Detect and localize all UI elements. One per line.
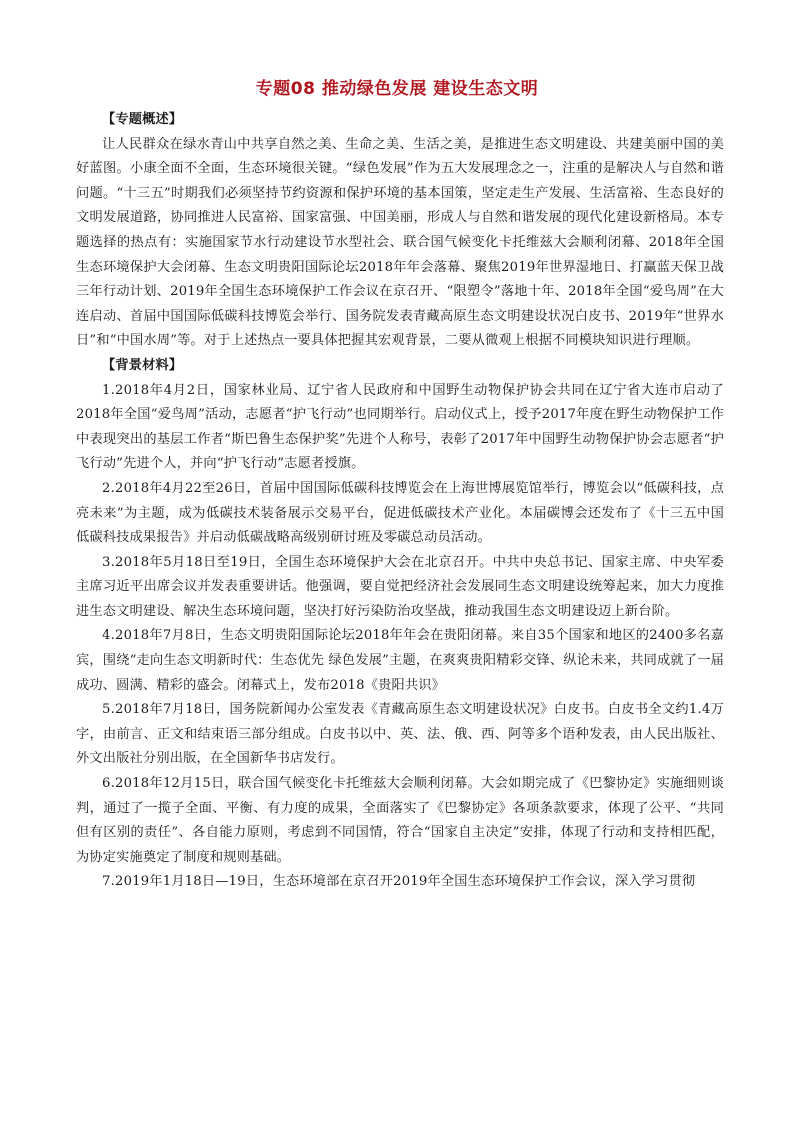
document-body (76, 108, 724, 895)
background-item-2: 2.2018年4月22至26日，首届中国国际低碳科技博览会在上海世博展览馆举行，博览会以“低碳科技，点亮未来”为主题，成为低碳技术装备展示交易平台，促进低碳技术产业化。本届碳博会还发布了《十三五中国低碳科技成果报告》并启动低碳战略高级别研讨班及零碳总动员活动。 (76, 480, 724, 546)
page-title: 专题08 推动绿色发展 建设生态文明 (255, 79, 539, 99)
background-item-7: 7.2019年1月18日—19日，生态环境部在京召开2019年全国生态环境保护工作会议，深入学习贯彻 (102, 874, 696, 890)
background-item-3: 3.2018年5月18日至19日，全国生态环境保护大会在北京召开。中共中央总书记、国家主席、中央军委主席习近平出席会议并发表重要讲话。他强调，要自觉把经济社会发展同生态文明建设统筹起来，加大力度推进生态文明建设、解决生态环境问题，坚决打好污染防治攻坚战，推动我国生态文明建设迈上新台阶。 (76, 554, 724, 619)
overview-heading: 【专题概述】 (102, 112, 183, 127)
background-item-4: 4.2018年7月8日，生态文明贵阳国际论坛2018年年会在贵阳闭幕。来自35个国家和地区的2400多名嘉宾，围绕“走向生态文明新时代：生态优先 绿色发展”主题，在爽爽贵阳精彩交锋、纵论未来，共同成就了一届成功、圆满、精彩的盛会。闭幕式上，发布2018《贵阳共识》 (76, 628, 724, 693)
background-heading: 【背景材料】 (102, 357, 183, 373)
background-item-1: 1.2018年4月2日，国家林业局、辽宁省人民政府和中国野生动物保护协会共同在辽宁省大连市启动了2018年全国“爱鸟周”活动，志愿者“护飞行动”也同期举行。启动仪式上，授予2017年度在野生动物保护工作中表现突出的基层工作者“斯巴鲁生态保护奖”先进个人称号，表彰了2017年中国野生动物保护协会志愿者“护飞行动”先进个人，并向“护飞行动”志愿者授旗。 (76, 382, 724, 472)
background-item-5: 5.2018年7月18日，国务院新闻办公室发表《青藏高原生态文明建设状况》白皮书。白皮书全文约1.4万字，由前言、正文和结束语三部分组成。白皮书以中、英、法、俄、西、阿等多个语种发表，由人民出版社、外文出版社分别出版，在全国新华书店发行。 (76, 702, 724, 767)
background-item-6: 6.2018年12月15日，联合国气候变化卡托维兹大会顺利闭幕。大会如期完成了《巴黎协定》实施细则谈判，通过了一揽子全面、平衡、有力度的成果，全面落实了《巴黎协定》各项条款要求，体现了公平、“共同但有区别的责任”、各自能力原则，考虑到不同国情，符合“国家自主决定”安排，体现了行动和支持相匹配，为协定实施奠定了制度和规则基础。 (76, 776, 724, 865)
overview-paragraph: 让人民群众在绿水青山中共享自然之美、生命之美、生活之美，是推进生态文明建设、共建美丽中国的美好蓝图。小康全面不全面，生态环境很关键。“绿色发展”作为五大发展理念之一，注重的是解决人与自然和谐问题。“十三五”时期我们必须坚持节约资源和保护环境的基本国策，坚定走生产发展、生活富裕、生态良好的文明发展道路，协同推进人民富裕、国家富强、中国美丽，形成人与自然和谐发展的现代化建设新格局。本专题选择的热点有：实施国家节水行动建设节水型社会、联合国气候变化卡托维兹大会顺利闭幕、2018年全国生态环境保护大会闭幕、生态文明贵阳国际论坛2018年年会落幕、聚焦2019年世界湿地日、打赢蓝天保卫战三年行动计划、2019年全国生态环境保护工作会议在京召开、“限塑令”落地十年、2018年全国“爱鸟周”在大连启动、首届中国国际低碳科技博览会举行、国务院发表青藏高原生态文明建设状况白皮书、2019年“世界水日”和“中国水周”等。对于上述热点一要具体把握其宏观背景，二要从微观上根据不同模块知识进行理顺。 (76, 136, 724, 349)
